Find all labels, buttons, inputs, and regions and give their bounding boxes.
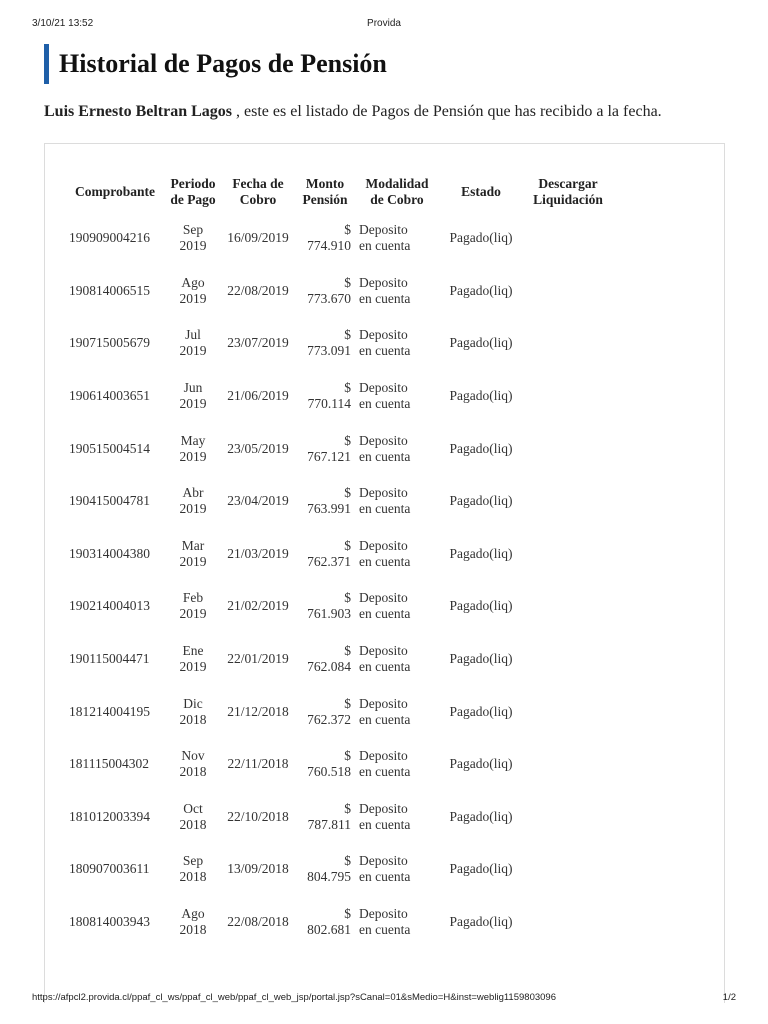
cell-estado: Pagado(liq) [449, 914, 513, 930]
cell-modalidad: Deposito en cuenta [359, 800, 411, 832]
cell-periodo: Dic 2018 [179, 695, 207, 727]
cell-monto: $ 760.518 [307, 748, 351, 780]
cell-fecha: 23/07/2019 [227, 335, 289, 351]
cell-comprobante: 181214004195 [69, 703, 150, 719]
cell-comprobante: 180814003943 [69, 914, 150, 930]
table-row [65, 422, 613, 475]
cell-descargar [523, 633, 613, 686]
cell-estado: Pagado(liq) [449, 440, 513, 456]
cell-comprobante: 190415004781 [69, 493, 150, 509]
cell-estado: Pagado(liq) [449, 493, 513, 509]
cell-descargar [523, 580, 613, 633]
cell-periodo: Ago 2018 [179, 906, 207, 938]
cell-fecha: 23/05/2019 [227, 440, 289, 456]
cell-periodo: Oct 2018 [179, 800, 207, 832]
cell-periodo: Feb 2019 [179, 590, 207, 622]
title-accent-bar [44, 44, 49, 84]
cell-modalidad: Deposito en cuenta [359, 853, 411, 885]
cell-descargar [523, 791, 613, 844]
cell-fecha: 22/11/2018 [227, 756, 289, 772]
cell-estado: Pagado(liq) [449, 545, 513, 561]
cell-estado: Pagado(liq) [449, 808, 513, 824]
intro-message: , este es el listado de Pagos de Pensión que has recibido a la fecha. [232, 103, 662, 120]
payments-table-body [65, 212, 613, 948]
cell-estado: Pagado(liq) [449, 756, 513, 772]
header-descargar: Descargar Liquidación [533, 176, 603, 207]
cell-fecha: 13/09/2018 [227, 861, 289, 877]
cell-periodo: Jun 2019 [179, 380, 207, 412]
cell-descargar [523, 738, 613, 791]
print-url: https://afpcl2.provida.cl/ppaf_cl_ws/ppaf_cl_web/ppaf_cl_web_jsp/portal.jsp?sCanal=01&sMedio=H&inst=weblig1159803096 [32, 992, 556, 1003]
cell-fecha: 22/10/2018 [227, 808, 289, 824]
cell-descargar [523, 896, 613, 949]
intro-text [44, 103, 738, 121]
cell-estado: Pagado(liq) [449, 651, 513, 667]
cell-comprobante: 190515004514 [69, 440, 150, 456]
table-row [65, 738, 613, 791]
cell-comprobante: 190614003651 [69, 388, 150, 404]
cell-descargar [523, 422, 613, 475]
table-row [65, 475, 613, 528]
header-periodo: Periodo de Pago [170, 176, 216, 207]
cell-monto: $ 804.795 [307, 853, 351, 885]
cell-descargar [523, 475, 613, 528]
cell-descargar [523, 265, 613, 318]
table-row [65, 317, 613, 370]
cell-comprobante: 190314004380 [69, 545, 150, 561]
table-row [65, 633, 613, 686]
cell-fecha: 23/04/2019 [227, 493, 289, 509]
cell-periodo: Ene 2019 [179, 643, 207, 675]
table-row [65, 580, 613, 633]
cell-modalidad: Deposito en cuenta [359, 590, 411, 622]
cell-fecha: 21/02/2019 [227, 598, 289, 614]
cell-comprobante: 180907003611 [69, 861, 150, 877]
cell-fecha: 16/09/2019 [227, 230, 289, 246]
cell-monto: $ 787.811 [307, 800, 351, 832]
cell-descargar [523, 528, 613, 581]
cell-estado: Pagado(liq) [449, 703, 513, 719]
table-row [65, 528, 613, 581]
cell-modalidad: Deposito en cuenta [359, 327, 411, 359]
cell-monto: $ 761.903 [307, 590, 351, 622]
cell-monto: $ 762.371 [307, 537, 351, 569]
cell-estado: Pagado(liq) [449, 388, 513, 404]
cell-fecha: 21/03/2019 [227, 545, 289, 561]
cell-descargar [523, 212, 613, 265]
cell-estado: Pagado(liq) [449, 230, 513, 246]
table-row [65, 212, 613, 265]
print-footer [32, 992, 736, 1006]
cell-modalidad: Deposito en cuenta [359, 906, 411, 938]
cell-modalidad: Deposito en cuenta [359, 380, 411, 412]
cell-descargar [523, 317, 613, 370]
cell-monto: $ 774.910 [307, 222, 351, 254]
print-site-title: Provida [367, 18, 401, 29]
cell-periodo: Mar 2019 [179, 537, 207, 569]
cell-monto: $ 763.991 [307, 485, 351, 517]
table-row [65, 265, 613, 318]
table-row [65, 370, 613, 423]
cell-monto: $ 802.681 [307, 906, 351, 938]
page-number: 1/2 [722, 992, 736, 1003]
cell-estado: Pagado(liq) [449, 335, 513, 351]
cell-modalidad: Deposito en cuenta [359, 274, 411, 306]
cell-modalidad: Deposito en cuenta [359, 748, 411, 780]
cell-comprobante: 190715005679 [69, 335, 150, 351]
cell-descargar [523, 685, 613, 738]
page-title: Historial de Pagos de Pensión [59, 49, 387, 78]
header-fecha: Fecha de Cobro [232, 176, 284, 207]
cell-comprobante: 190814006515 [69, 282, 150, 298]
cell-periodo: Sep 2018 [179, 853, 207, 885]
payments-table [65, 172, 613, 948]
cell-modalidad: Deposito en cuenta [359, 485, 411, 517]
page-title-block [44, 44, 387, 84]
cell-periodo: Jul 2019 [179, 327, 207, 359]
cell-monto: $ 767.121 [307, 432, 351, 464]
cell-periodo: Ago 2019 [179, 274, 207, 306]
cell-estado: Pagado(liq) [449, 598, 513, 614]
cell-estado: Pagado(liq) [449, 861, 513, 877]
beneficiary-name: Luis Ernesto Beltran Lagos [44, 103, 233, 120]
table-row [65, 896, 613, 949]
print-header [32, 18, 736, 32]
cell-comprobante: 190214004013 [69, 598, 150, 614]
cell-comprobante: 190115004471 [69, 651, 150, 667]
cell-monto: $ 773.670 [307, 274, 351, 306]
header-modalidad: Modalidad de Cobro [365, 176, 429, 207]
cell-modalidad: Deposito en cuenta [359, 695, 411, 727]
cell-comprobante: 190909004216 [69, 230, 150, 246]
cell-periodo: Nov 2018 [179, 748, 207, 780]
table-header-row [65, 172, 613, 212]
cell-periodo: Abr 2019 [179, 485, 207, 517]
table-row [65, 843, 613, 896]
table-row [65, 685, 613, 738]
cell-descargar [523, 843, 613, 896]
cell-fecha: 21/12/2018 [227, 703, 289, 719]
header-estado: Estado [461, 184, 501, 199]
cell-comprobante: 181115004302 [69, 756, 149, 772]
cell-modalidad: Deposito en cuenta [359, 222, 411, 254]
cell-estado: Pagado(liq) [449, 282, 513, 298]
cell-monto: $ 762.084 [307, 643, 351, 675]
cell-modalidad: Deposito en cuenta [359, 432, 411, 464]
header-comprobante: Comprobante [74, 184, 155, 199]
cell-modalidad: Deposito en cuenta [359, 537, 411, 569]
print-timestamp: 3/10/21 13:52 [32, 18, 94, 29]
cell-periodo: Sep 2019 [179, 222, 207, 254]
cell-monto: $ 773.091 [307, 327, 351, 359]
table-row [65, 791, 613, 844]
cell-modalidad: Deposito en cuenta [359, 643, 411, 675]
cell-fecha: 22/08/2019 [227, 282, 289, 298]
cell-fecha: 22/01/2019 [227, 651, 289, 667]
cell-comprobante: 181012003394 [69, 808, 150, 824]
payments-panel [44, 143, 725, 1003]
cell-periodo: May 2019 [179, 432, 207, 464]
header-monto: Monto Pensión [302, 176, 348, 207]
cell-fecha: 21/06/2019 [227, 388, 289, 404]
cell-fecha: 22/08/2018 [227, 914, 289, 930]
cell-descargar [523, 370, 613, 423]
cell-monto: $ 762.372 [307, 695, 351, 727]
cell-monto: $ 770.114 [307, 380, 351, 412]
